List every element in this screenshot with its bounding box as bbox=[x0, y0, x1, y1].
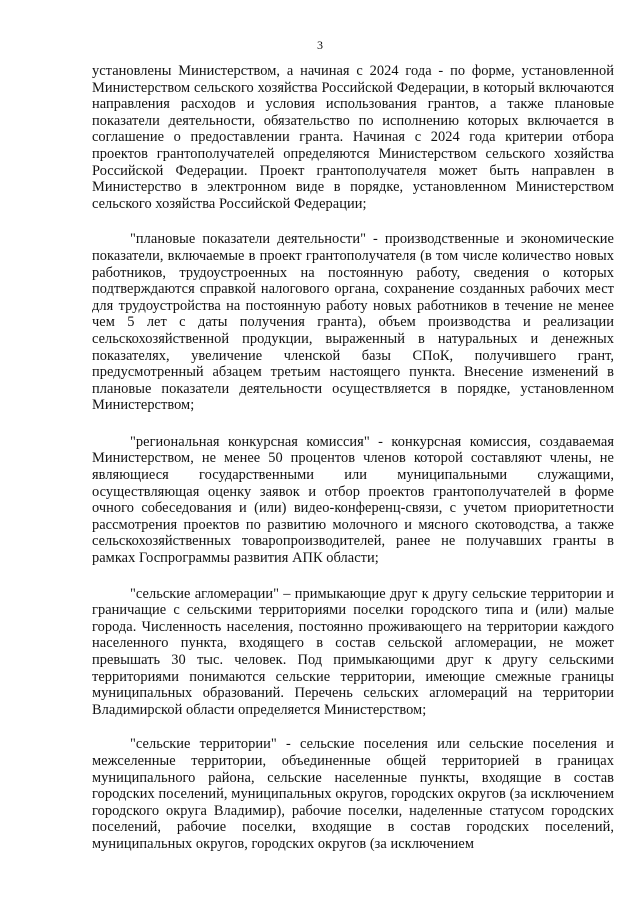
paragraph-planned-indicators: "плановые показатели деятельности" - производственные и экономические показатели, включаемые в проект грантополучателя (в том числе количество новых работников, трудоустроенных на постоянную работу, сведения о которых подтверждаются справкой налогового органа, сохранение созданных рабочих мест для трудоустройства на постоянную работу новых работников в течение не менее чем 5 лет с даты получения гранта), объем производства и реализации сельскохозяйственной продукции, выраженный в натуральных и денежных показателях, увеличение членской базы СПоК, получившего грант, предусмотренный абзацем третьим настоящего пункта. Внесение изменений в плановые показатели деятельности осуществляется в порядке, установленном Министерством; bbox=[92, 231, 614, 414]
paragraph-grant-form: установлены Министерством, а начиная с 2024 года - по форме, установленной Министерством сельского хозяйства Российской Федерации, в который включаются направления расходов и условия использования грантов, а также плановые показатели деятельности, обязательство по исполнению которых включается в соглашение о предоставлении гранта. Начиная с 2024 года критерии отбора проектов грантополучателей определяются Министерством сельского хозяйства Российской Федерации. Проект грантополучателя может быть направлен в Министерство в электронном виде в порядке, установленном Министерством сельского хозяйства Российской Федерации; bbox=[92, 63, 614, 212]
paragraph-regional-commission: "региональная конкурсная комиссия" - конкурсная комиссия, создаваемая Министерством, не менее 50 процентов членов которой составляют члены, не являющиеся государственными или муниципальными служащими, осуществляющая оценку заявок и отбор проектов грантополучателей в форме очного собеседования и (или) видео-конференц-связи, с учетом приоритетности рассмотрения проектов по развитию молочного и мясного скотоводства, а также сельскохозяйственных товаропроизводителей, ранее не получавших гранты в рамках Госпрограммы развития АПК области; bbox=[92, 433, 614, 567]
paragraph-rural-agglomerations: "сельские агломерации" – примыкающие друг к другу сельские территории и граничащие с сельскими территориями поселки городского типа и (или) малые города. Численность населения, постоянно проживающего на территории каждого населенного пункта, входящего в состав сельской агломерации, не может превышать 30 тыс. человек. Под примыкающими друг к другу сельскими территориями понимаются сельские территории, имеющие смежные границы муниципальных образований. Перечень сельских агломераций на территории Владимирской области определяется Министерством; bbox=[92, 585, 614, 718]
page-number: 3 bbox=[317, 38, 323, 52]
document-body bbox=[92, 63, 614, 853]
paragraph-rural-territories: "сельские территории" - сельские поселения или сельские поселения и межселенные территории, объединенные общей территорией в границах муниципального района, сельские населенные пункты, входящие в состав городских поселений, муниципальных округов, городских округов (за исключением городского округа Владимир), рабочие поселки, наделенные статусом городских поселений, рабочие поселки, входящие в состав городских поселений, муниципальных округов, городских округов (за исключением bbox=[92, 736, 614, 852]
